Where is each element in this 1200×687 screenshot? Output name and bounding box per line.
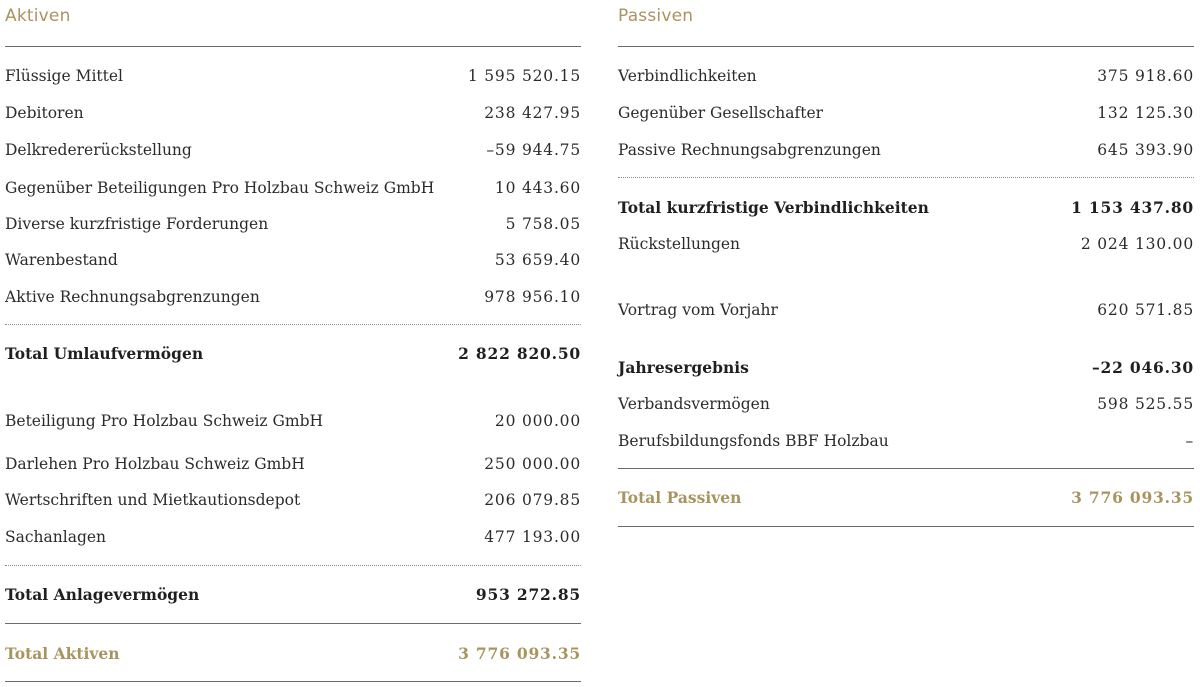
balance-row-beteiligung (5, 409, 581, 433)
row-value: 5 758.05 (505, 215, 581, 233)
row-label: Total Anlagevermögen (5, 585, 200, 604)
balance-row-rueckstellungen (618, 232, 1194, 256)
row-value: 477 193.00 (484, 528, 581, 546)
row-label: Darlehen Pro Holzbau Schweiz GmbH (5, 455, 305, 473)
row-label: Passive Rechnungsabgrenzungen (618, 141, 881, 159)
row-value: –22 046.30 (1091, 358, 1194, 377)
balance-row-passive-rechnungsabgrenzungen (618, 138, 1194, 162)
row-value: 3 776 093.35 (458, 644, 581, 663)
row-value: –59 944.75 (486, 141, 581, 159)
row-label: Delkredererückstellung (5, 141, 192, 159)
row-label: Beteiligung Pro Holzbau Schweiz GmbH (5, 412, 324, 430)
row-value: 20 000.00 (494, 412, 581, 430)
subtotal-divider (5, 324, 581, 325)
passiven-heading: Passiven (618, 6, 694, 26)
row-value: 250 000.00 (484, 455, 581, 473)
total-aktiven-row (5, 642, 581, 666)
row-value: 2 024 130.00 (1080, 235, 1194, 253)
row-value: 238 427.95 (484, 104, 581, 122)
total-divider (5, 623, 581, 624)
balance-row-sachanlagen (5, 525, 581, 549)
row-label: Aktive Rechnungsabgrenzungen (5, 288, 260, 306)
total-anlagevermoegen-row (5, 583, 581, 607)
balance-row-debitoren (5, 101, 581, 125)
balance-row-diverse-forderungen (5, 212, 581, 236)
row-value: 132 125.30 (1097, 104, 1194, 122)
row-label: Total Umlaufvermögen (5, 344, 204, 363)
balance-row-vortrag (618, 298, 1194, 322)
row-label: Sachanlagen (5, 528, 107, 546)
aktiven-heading: Aktiven (5, 6, 71, 26)
row-value: – (1185, 432, 1194, 450)
row-value: 598 525.55 (1097, 395, 1194, 413)
row-label: Total Passiven (618, 488, 742, 507)
balance-row-darlehen (5, 452, 581, 476)
balance-row-verbandsvermoegen (618, 392, 1194, 416)
balance-row-delkredere (5, 138, 581, 162)
row-label: Verbandsvermögen (618, 395, 770, 413)
passiven-header-rule (618, 46, 1194, 47)
total-divider (618, 468, 1194, 469)
total-umlaufvermoegen-row (5, 342, 581, 366)
row-label: Flüssige Mittel (5, 67, 123, 85)
total-passiven-row (618, 486, 1194, 510)
row-value: 645 393.90 (1097, 141, 1194, 159)
row-label: Gegenüber Gesellschafter (618, 104, 824, 122)
balance-row-aktive-rechnungsabgrenzungen (5, 285, 581, 309)
row-value: 3 776 093.35 (1071, 488, 1194, 507)
balance-row-warenbestand (5, 248, 581, 272)
row-label: Jahresergebnis (618, 358, 749, 377)
row-label: Vortrag vom Vorjahr (618, 301, 778, 319)
row-label: Verbindlichkeiten (618, 67, 757, 85)
row-value: 375 918.60 (1097, 67, 1194, 85)
row-label: Gegenüber Beteiligungen Pro Holzbau Schweiz GmbH (5, 179, 435, 197)
row-value: 2 822 820.50 (458, 344, 581, 363)
row-value: 1 595 520.15 (467, 67, 581, 85)
row-value: 953 272.85 (475, 585, 581, 604)
balance-row-verbindlichkeiten (618, 64, 1194, 88)
row-label: Total kurzfristige Verbindlichkeiten (618, 198, 929, 217)
balance-row-beteiligungen-forderung (5, 176, 581, 200)
row-label: Total Aktiven (5, 644, 120, 663)
row-value: 10 443.60 (494, 179, 581, 197)
row-value: 620 571.85 (1097, 301, 1194, 319)
row-value: 1 153 437.80 (1071, 198, 1194, 217)
balance-row-wertschriften (5, 488, 581, 512)
row-value: 206 079.85 (484, 491, 581, 509)
bottom-rule (618, 526, 1194, 527)
row-label: Debitoren (5, 104, 84, 122)
balance-row-berufsbildungsfonds (618, 429, 1194, 453)
row-label: Berufsbildungsfonds BBF Holzbau (618, 432, 889, 450)
row-value: 53 659.40 (494, 251, 581, 269)
jahresergebnis-row (618, 356, 1194, 380)
subtotal-divider (618, 177, 1194, 178)
balance-row-gesellschafter (618, 101, 1194, 125)
balance-row-fluessige-mittel (5, 64, 581, 88)
row-label: Diverse kurzfristige Forderungen (5, 215, 269, 233)
aktiven-header-rule (5, 46, 581, 47)
total-kurzfristige-verbindlichkeiten-row (618, 196, 1194, 220)
row-label: Wertschriften und Mietkautionsdepot (5, 491, 301, 509)
row-label: Rückstellungen (618, 235, 741, 253)
row-value: 978 956.10 (484, 288, 581, 306)
row-label: Warenbestand (5, 251, 118, 269)
subtotal-divider (5, 565, 581, 566)
bottom-rule (5, 681, 581, 682)
